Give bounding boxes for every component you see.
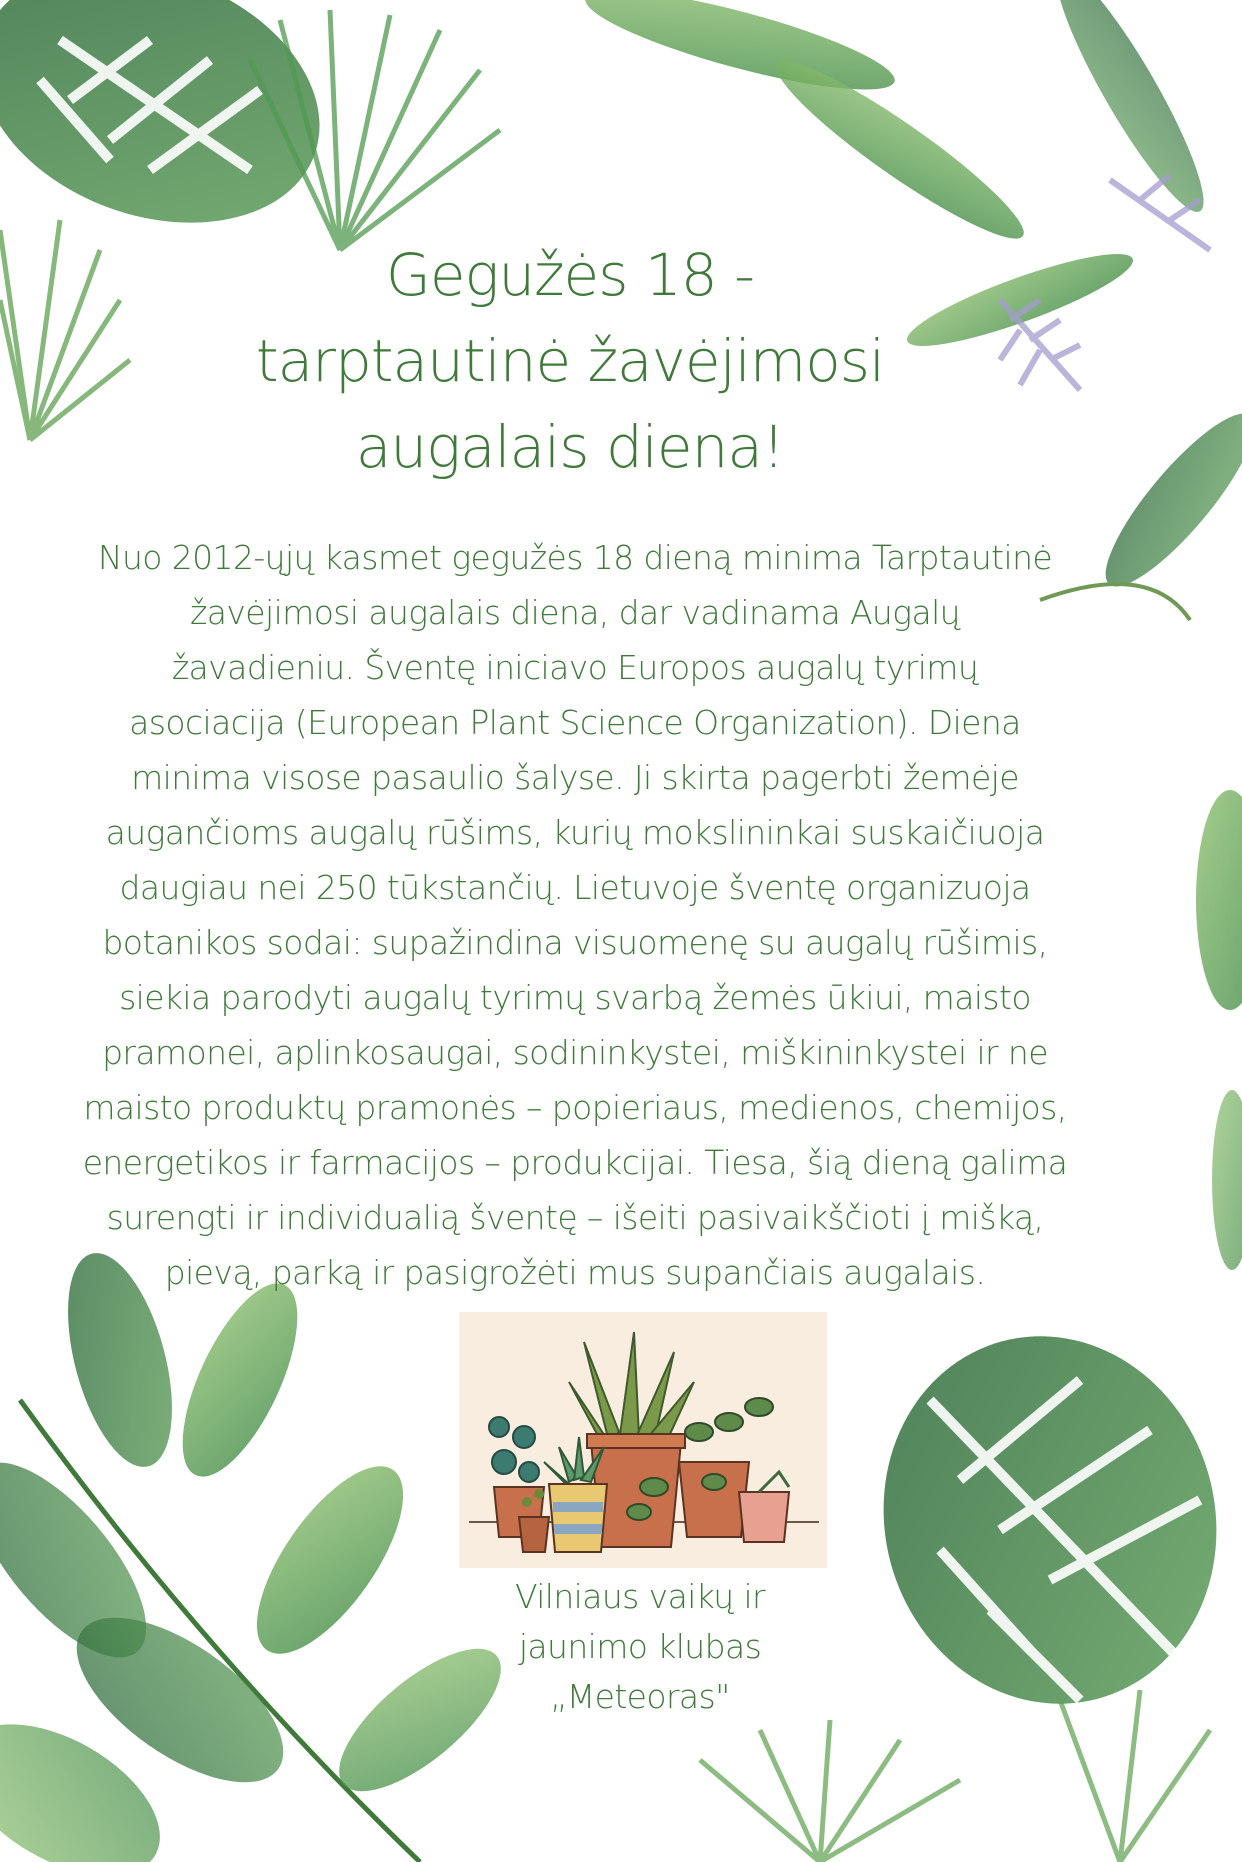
potted-plants-illustration	[459, 1312, 827, 1568]
club-line: jaunimo klubas	[518, 1627, 762, 1666]
body-line: žavėjimosi augalais diena, dar vadinama Augalų	[190, 593, 960, 632]
body-paragraph	[0, 530, 1150, 1300]
monstera-leaf-bottom-right	[843, 1299, 1242, 1742]
title-line: tarptautinė žavėjimosi	[255, 327, 885, 395]
body-line: minima visose pasaulio šalyse. Ji skirta pagerbti žemėje	[131, 758, 1019, 797]
body-line: maisto produktų pramonės – popieriaus, medienos, chemijos,	[83, 1088, 1067, 1127]
title-line: augalais diena!	[355, 413, 785, 481]
body-line: augančioms augalų rūšims, kurių mokslininkai suskaičiuoja	[105, 813, 1045, 852]
club-line: „Meteoras"	[550, 1677, 730, 1716]
body-line: energetikos ir farmacijos – produkcijai. Tiesa, šią dieną galima	[82, 1143, 1068, 1182]
potted-plants-icon	[459, 1312, 827, 1568]
body-line: surengti ir individualią šventę – išeiti pasivaikščioti į mišką,	[106, 1198, 1044, 1237]
body-line: pramonei, aplinkosaugai, sodininkystei, miškininkystei ir ne	[102, 1033, 1048, 1072]
leaf-right-middle	[1196, 790, 1242, 1270]
body-line: pievą, parką ir pasigrožėti mus supančiais augalais.	[164, 1253, 986, 1292]
palm-frond-left	[0, 220, 130, 440]
club-line: Vilniaus vaikų ir	[514, 1577, 766, 1616]
page-title	[170, 232, 970, 490]
monstera-leaf-top-left	[0, 0, 355, 268]
body-line: asociacija (European Plant Science Organization). Diena	[129, 703, 1021, 742]
body-line: botanikos sodai: supažindina visuomenę su augalų rūšimis,	[102, 923, 1048, 962]
leafy-branch-bottom-left	[0, 1242, 522, 1862]
body-line: Nuo 2012-ųjų kasmet gegužės 18 dieną minima Tarptautinė	[97, 538, 1053, 577]
body-line: daugiau nei 250 tūkstančių. Lietuvoje šventę organizuoja	[119, 868, 1031, 907]
club-credit	[440, 1572, 840, 1722]
body-line: siekia parodyti augalų tyrimų svarbą žemės ūkiui, maisto	[119, 978, 1031, 1017]
title-line: Gegužės 18 -	[385, 241, 755, 309]
body-line: žavadieniu. Šventę iniciavo Europos augalų tyrimų	[171, 648, 979, 687]
